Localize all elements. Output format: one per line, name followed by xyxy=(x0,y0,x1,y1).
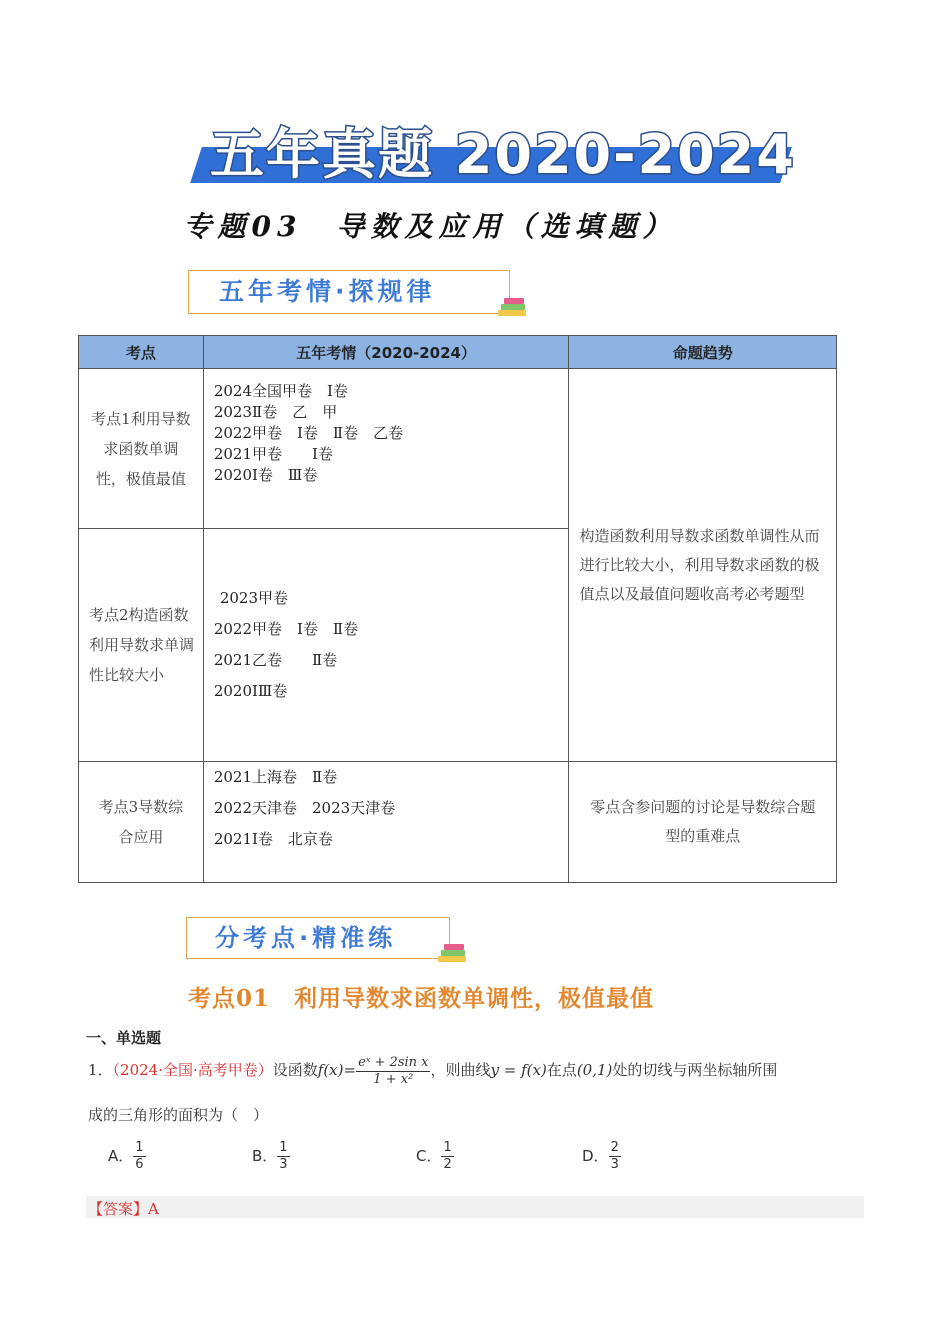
document-title: 专题03 导数及应用（选填题） xyxy=(183,210,677,243)
year-list-cell xyxy=(203,762,569,883)
option-denominator: 6 xyxy=(135,1157,144,1172)
list-item: 2023甲卷 xyxy=(219,589,289,607)
section-label-trends xyxy=(188,270,510,314)
option-denominator: 2 xyxy=(443,1157,452,1172)
option-a[interactable] xyxy=(108,1140,146,1173)
option-b[interactable] xyxy=(252,1140,290,1173)
section-label-practice xyxy=(186,917,450,959)
table-row xyxy=(79,762,837,883)
header-topic: 考点 xyxy=(79,336,204,369)
option-letter: B． xyxy=(252,1147,278,1165)
question-text: 在点 xyxy=(546,1061,577,1079)
topic-cell: 考点3导数综合应用 xyxy=(79,762,204,883)
trend-cell: 构造函数利用导数求函数单调性从而进行比较大小，利用导数求函数的极值点以及最值问题收高考必考题型 xyxy=(569,369,837,762)
list-item: 2021甲卷 Ⅰ卷 xyxy=(213,445,333,463)
list-item: 2021Ⅰ卷 北京卷 xyxy=(213,830,333,848)
year-list-cell xyxy=(203,529,569,762)
option-d[interactable] xyxy=(582,1140,621,1173)
list-item: 2021上海卷 Ⅱ卷 xyxy=(213,768,338,786)
header-trend: 命题趋势 xyxy=(569,336,837,369)
fraction-numerator: eˣ + 2sin x xyxy=(358,1054,429,1070)
fraction-denominator: 1 + x² xyxy=(373,1071,414,1087)
option-numerator: 1 xyxy=(443,1140,452,1155)
section-label-text: 分考点·精准练 xyxy=(215,924,397,952)
option-denominator: 3 xyxy=(279,1157,288,1172)
question-number: 1． xyxy=(88,1061,113,1079)
option-c[interactable] xyxy=(416,1140,454,1173)
option-letter: C． xyxy=(416,1147,442,1165)
list-item: 2023Ⅱ卷 乙 甲 xyxy=(213,403,338,421)
kaodian-heading: 考点01 利用导数求函数单调性，极值最值 xyxy=(188,985,655,1012)
option-fraction xyxy=(441,1140,453,1173)
list-item: 2022天津卷 2023天津卷 xyxy=(213,799,396,817)
question-1-line-2: 成的三角形的面积为（ ） xyxy=(88,1106,269,1124)
point-expression: (0,1) xyxy=(576,1061,613,1079)
list-item: 2024全国甲卷 Ⅰ卷 xyxy=(213,382,348,400)
table-header-row xyxy=(79,336,837,369)
topic-cell: 考点2构造函数利用导数求单调性比较大小 xyxy=(79,529,204,762)
option-numerator: 2 xyxy=(610,1140,619,1155)
exam-overview-table xyxy=(78,335,837,883)
banner-title: 五年真题 2020-2024 xyxy=(210,123,796,186)
question-text: ，则曲线 xyxy=(430,1061,491,1079)
question-1-line-1 xyxy=(88,1052,777,1088)
list-item: 2020ⅠⅢ卷 xyxy=(213,682,288,700)
topic-cell: 考点1利用导数求函数单调性，极值最值 xyxy=(79,369,204,529)
option-letter: A． xyxy=(108,1147,134,1165)
function-name: f(x)= xyxy=(317,1061,357,1079)
trend-cell: 零点含参问题的讨论是导数综合题型的重难点 xyxy=(569,762,837,883)
header-five-year: 五年考情（2020-2024） xyxy=(203,336,569,369)
function-fraction xyxy=(356,1055,430,1088)
option-fraction xyxy=(609,1140,621,1173)
books-icon xyxy=(498,296,528,320)
answer-bar xyxy=(86,1196,864,1218)
list-item: 2020Ⅰ卷 Ⅲ卷 xyxy=(213,466,318,484)
year-list-cell xyxy=(203,369,569,529)
option-fraction xyxy=(133,1140,145,1173)
list-item: 2021乙卷 Ⅱ卷 xyxy=(213,651,338,669)
table-row xyxy=(79,369,837,529)
list-item: 2022甲卷 Ⅰ卷 Ⅱ卷 xyxy=(213,620,359,638)
question-text: 处的切线与两坐标轴所围 xyxy=(612,1061,778,1079)
option-letter: D． xyxy=(582,1147,609,1165)
section-label-text: 五年考情·探规律 xyxy=(219,277,436,306)
answer-text: 【答案】A xyxy=(88,1200,159,1218)
option-denominator: 3 xyxy=(610,1157,619,1172)
question-section-heading: 一、单选题 xyxy=(86,1029,162,1047)
curve-expression: y = f(x) xyxy=(490,1061,547,1079)
question-text: 设函数 xyxy=(272,1061,318,1079)
question-source: （2024·全国·高考甲卷） xyxy=(112,1061,273,1079)
books-icon xyxy=(438,942,468,966)
list-item: 2022甲卷 Ⅰ卷 Ⅱ卷 乙卷 xyxy=(213,424,404,442)
option-numerator: 1 xyxy=(279,1140,288,1155)
option-fraction xyxy=(277,1140,289,1173)
option-numerator: 1 xyxy=(135,1140,144,1155)
